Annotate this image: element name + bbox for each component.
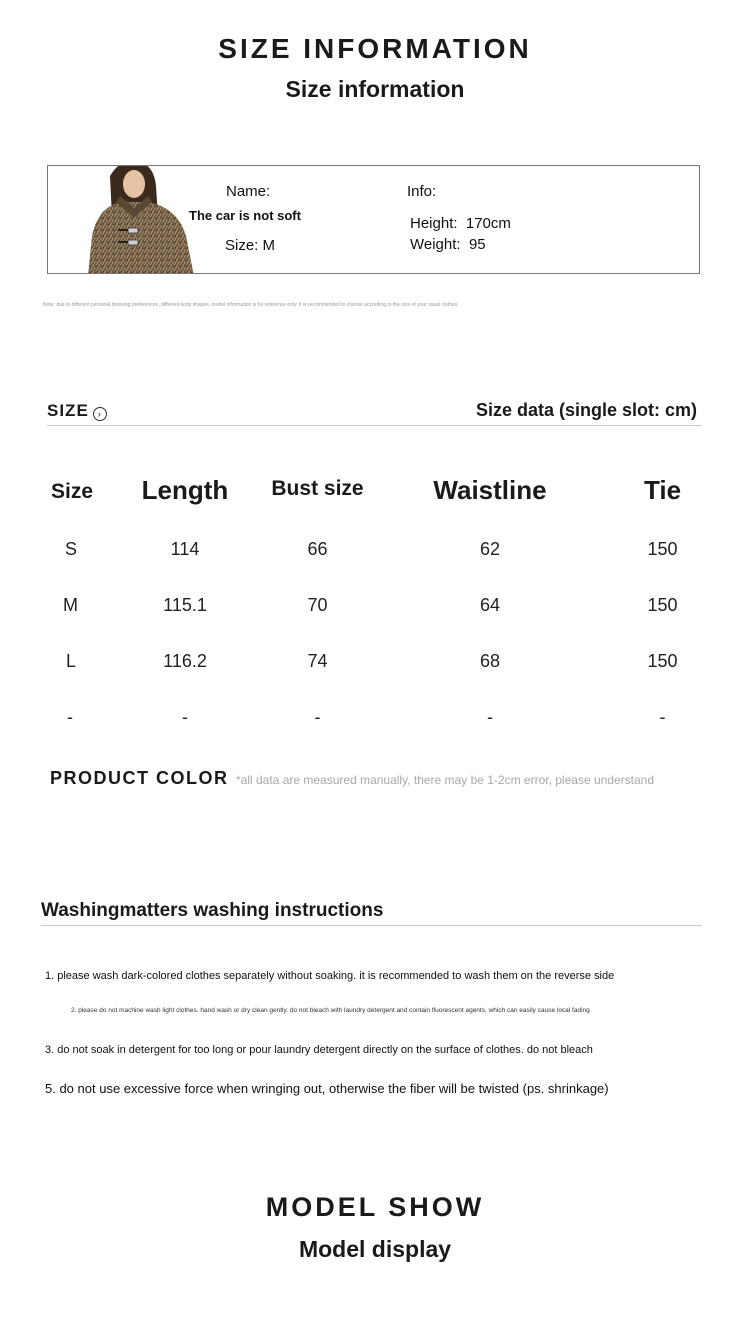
model-weight-value: 95	[468, 236, 486, 253]
cell-waist: 62	[479, 538, 501, 559]
product-color-label: PRODUCT COLOR	[50, 768, 229, 788]
header-tie: Tie	[643, 475, 682, 505]
table-row	[30, 633, 720, 689]
washing-item-3: 3. do not soak in detergent for too long or pour laundry detergent directly on the surface of clothes. do not bleach	[45, 1044, 593, 1056]
washing-divider	[41, 925, 702, 926]
cell-tie: 150	[647, 650, 678, 671]
size-data-label: Size data (single slot: cm)	[475, 400, 697, 420]
cell-length: 114	[170, 538, 200, 559]
header-length: Length	[141, 475, 229, 505]
cell-waist: -	[487, 706, 493, 727]
model-info-box	[47, 165, 700, 274]
washing-item-1: 1. please wash dark-colored clothes separately without soaking. it is recommended to wash them on the reverse side	[45, 970, 615, 982]
cell-length: 116.2	[163, 650, 207, 671]
cell-waist: 68	[479, 650, 501, 671]
cell-bust: 66	[307, 538, 328, 559]
cell-tie: 150	[647, 594, 678, 615]
cell-length: 115.1	[163, 594, 207, 615]
cell-waist: 64	[479, 594, 501, 615]
model-show-subtitle: Model display	[298, 1236, 452, 1262]
model-weight	[410, 236, 486, 253]
model-size-value: M	[262, 237, 276, 254]
model-note: Note: due to different personal dressing preferences, different body shapes, model information is for reference only. it is recommended to choose according to the size of your usual clothes	[43, 302, 458, 308]
size-section-label: SIZE	[47, 401, 89, 420]
table-row	[30, 521, 720, 577]
model-height-label: Height:	[410, 215, 458, 232]
model-show-title: MODEL SHOW	[265, 1192, 485, 1222]
header-bust-size: Bust size	[271, 477, 364, 500]
size-information-subtitle: Size information	[285, 76, 465, 102]
model-height	[410, 215, 511, 232]
model-name-value: The car is not soft	[189, 208, 301, 223]
size-table-header-row	[30, 460, 720, 521]
cell-size: S	[65, 538, 78, 559]
model-size	[225, 237, 275, 254]
model-info-label: Info:	[407, 183, 437, 200]
washing-title: Washingmatters washing instructions	[41, 900, 384, 921]
cell-bust: -	[314, 706, 321, 727]
size-table	[30, 460, 720, 745]
header-waistline: Waistline	[433, 475, 547, 505]
cell-size: -	[67, 706, 73, 727]
cell-bust: 74	[307, 650, 328, 671]
table-row	[30, 577, 720, 633]
size-information-title: SIZE INFORMATION	[218, 33, 532, 64]
size-section-header	[47, 401, 107, 421]
measurement-disclaimer: *all data are measured manually, there may be 1-2cm error, please understand	[236, 773, 655, 787]
cell-tie: 150	[647, 538, 678, 559]
size-divider	[47, 425, 702, 426]
washing-item-5: 5. do not use excessive force when wringing out, otherwise the fiber will be twisted (ps. shrinkage)	[45, 1081, 609, 1096]
model-height-value: 170cm	[465, 215, 511, 232]
model-weight-label: Weight:	[410, 236, 461, 253]
table-row	[30, 689, 720, 745]
cell-length: -	[182, 706, 188, 727]
model-size-label: Size:	[225, 237, 259, 254]
cell-size: L	[66, 650, 77, 671]
washing-item-2: 2. please do not machine wash light clothes. hand wash or dry clean gently. do not bleach with laundry detergent and contain fluorescent agents, which can easily cause local fading	[71, 1007, 590, 1014]
chevron-right-circle-icon: ›	[93, 407, 107, 421]
cell-bust: 70	[307, 594, 328, 615]
model-name-label: Name:	[226, 183, 271, 200]
cell-size: M	[63, 594, 78, 615]
cell-tie: -	[659, 706, 666, 727]
header-size: Size	[51, 480, 94, 503]
